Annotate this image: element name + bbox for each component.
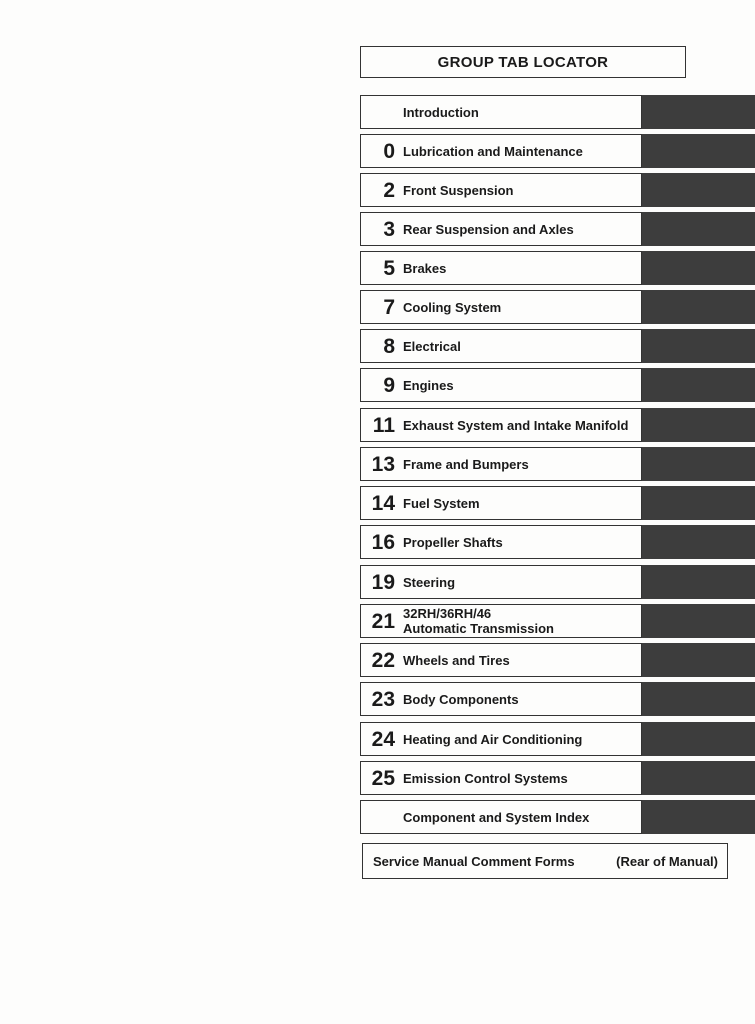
tab-box	[360, 525, 642, 559]
tab-strip	[642, 565, 755, 599]
tab-label-line: Lubrication and Maintenance	[403, 143, 583, 159]
tab-box	[360, 212, 642, 246]
tab-label	[403, 300, 501, 315]
tab-label	[403, 496, 480, 511]
tab-label-line: Wheels and Tires	[403, 652, 510, 668]
tab-box	[360, 173, 642, 207]
tab-strip	[642, 368, 755, 402]
tab-label	[403, 222, 574, 237]
tab-strip	[642, 604, 755, 638]
tab-number: 14	[371, 491, 395, 515]
tab-strip	[642, 447, 755, 481]
tab-label-line: Electrical	[403, 338, 461, 354]
comment-forms-box[interactable]	[362, 843, 728, 879]
tab-label-line: Brakes	[403, 260, 447, 276]
tab-label-line: Fuel System	[403, 495, 480, 511]
tab-label	[403, 732, 582, 747]
tab-label	[403, 378, 454, 393]
tab-number: 2	[383, 178, 395, 202]
tab-strip	[642, 173, 755, 207]
tab-number: 5	[383, 256, 395, 280]
tab-label-line: Propeller Shafts	[403, 534, 503, 550]
tab-label	[403, 810, 589, 825]
tab-strip	[642, 682, 755, 716]
comment-forms-note: (Rear of Manual)	[616, 853, 718, 869]
tab-number: 8	[383, 334, 395, 358]
tab-label-line: Body Components	[403, 691, 519, 707]
tab-strip	[642, 408, 755, 442]
tab-strip	[642, 761, 755, 795]
tab-strip	[642, 290, 755, 324]
tab-label	[403, 457, 529, 472]
tab-label-line: Rear Suspension and Axles	[403, 221, 574, 237]
tab-label-line-2: Automatic Transmission	[403, 621, 554, 636]
tab-box	[360, 95, 642, 129]
tab-label-line: Engines	[403, 377, 454, 393]
tab-box	[360, 565, 642, 599]
tab-box	[360, 329, 642, 363]
comment-forms-label: Service Manual Comment Forms	[373, 853, 575, 869]
tab-box	[360, 368, 642, 402]
tab-strip	[642, 800, 755, 834]
tab-label	[403, 535, 503, 550]
tab-box	[360, 643, 642, 677]
tab-label	[403, 606, 554, 636]
tab-box	[360, 604, 642, 638]
tab-strip	[642, 251, 755, 285]
tab-number: 13	[371, 452, 395, 476]
tab-label	[403, 183, 514, 198]
tab-box	[360, 486, 642, 520]
tab-box	[360, 251, 642, 285]
tab-box	[360, 722, 642, 756]
tab-number: 25	[371, 766, 395, 790]
tab-label-line: Cooling System	[403, 299, 502, 315]
tab-label-line: Heating and Air Conditioning	[403, 731, 583, 747]
tab-number: 9	[383, 373, 395, 397]
tab-label-line: 32RH/36RH/46	[403, 606, 492, 621]
tab-number: 19	[371, 570, 395, 594]
tab-box	[360, 134, 642, 168]
tab-label-line: Emission Control Systems	[403, 770, 568, 786]
tab-label-line: Component and System Index	[403, 809, 590, 825]
tab-strip	[642, 212, 755, 246]
tab-label-line: Introduction	[403, 104, 479, 120]
tab-label-line: Front Suspension	[403, 182, 514, 198]
tab-label-line: Frame and Bumpers	[403, 456, 529, 472]
tab-box	[360, 800, 642, 834]
tab-number: 24	[371, 727, 395, 751]
tab-strip	[642, 525, 755, 559]
group-tab-locator-title: GROUP TAB LOCATOR	[360, 46, 686, 78]
tab-strip	[642, 95, 755, 129]
tab-number: 3	[383, 217, 395, 241]
tab-number: 23	[371, 687, 395, 711]
tab-box	[360, 682, 642, 716]
tab-label	[403, 575, 455, 590]
tab-number: 7	[383, 295, 395, 319]
tab-label	[403, 418, 628, 433]
tab-box	[360, 290, 642, 324]
tab-box	[360, 761, 642, 795]
tab-number: 22	[371, 648, 395, 672]
tab-label-line: Steering	[403, 574, 456, 590]
tab-strip	[642, 134, 755, 168]
tab-label	[403, 339, 461, 354]
tab-strip	[642, 643, 755, 677]
tab-label	[403, 771, 568, 786]
tab-number: 16	[371, 530, 395, 554]
tab-label	[403, 653, 510, 668]
tab-label	[403, 692, 519, 707]
tab-box	[360, 408, 642, 442]
tab-number: 0	[383, 139, 395, 163]
tab-box	[360, 447, 642, 481]
tab-strip	[642, 486, 755, 520]
tab-label-line: Exhaust System and Intake Manifold	[403, 417, 629, 433]
tab-number: 11	[372, 413, 395, 437]
tab-number: 21	[371, 609, 395, 633]
tab-label	[403, 144, 583, 159]
tab-label	[403, 105, 479, 120]
tab-label	[403, 261, 446, 276]
tab-strip	[642, 722, 755, 756]
tab-strip	[642, 329, 755, 363]
